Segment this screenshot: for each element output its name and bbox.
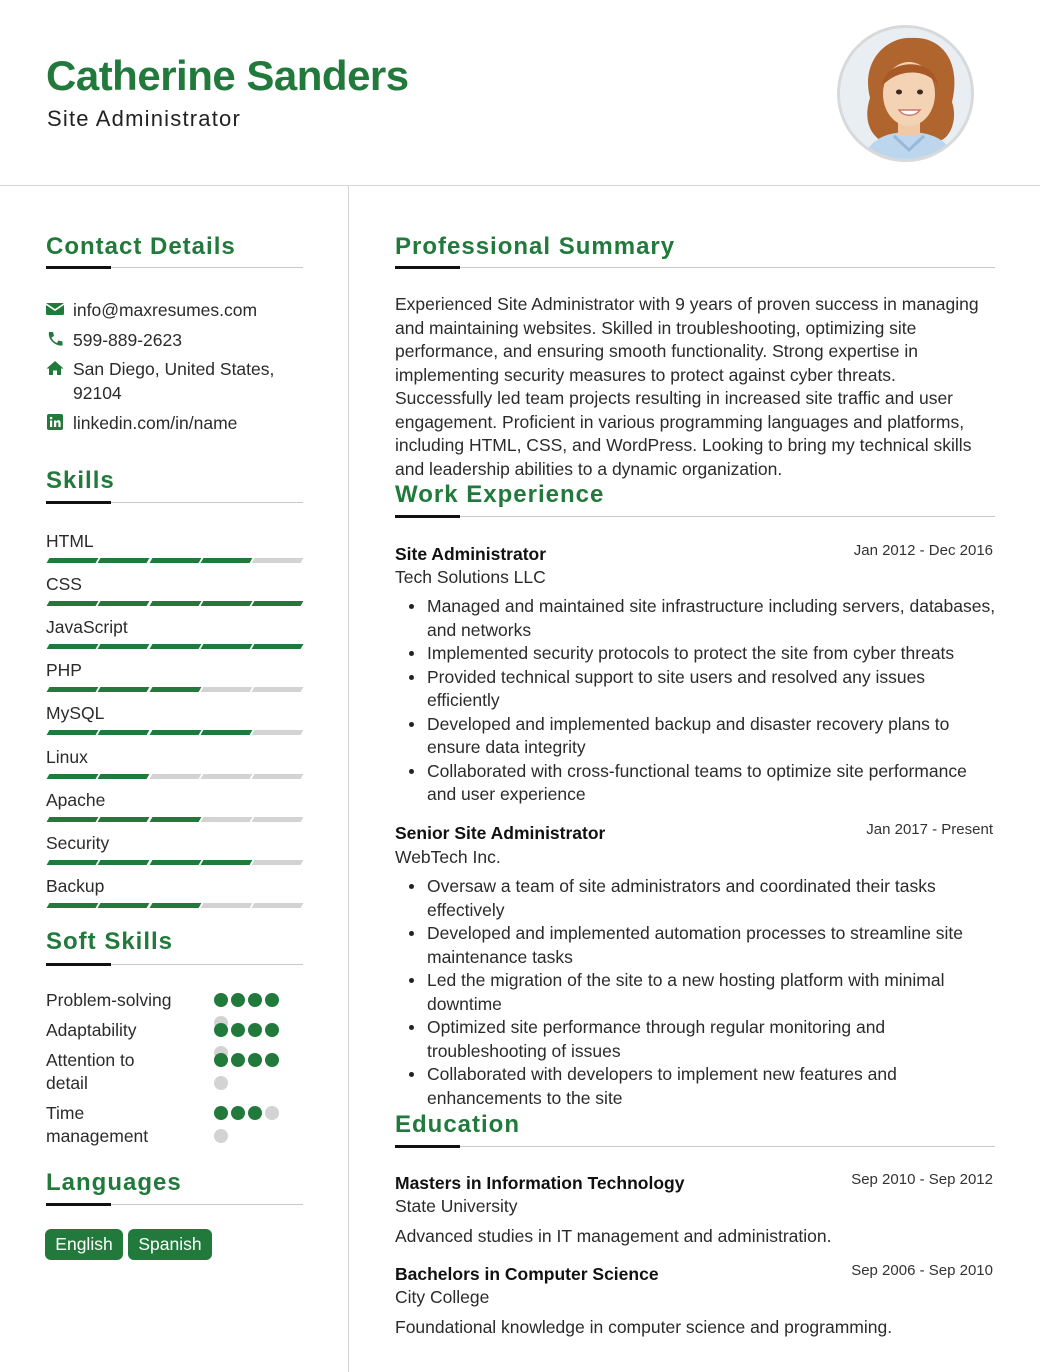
skill-label: Apache [46, 789, 106, 810]
skill-level-segment-filled [47, 774, 99, 779]
skill-level-segment-filled [98, 687, 150, 692]
soft-skill-label: Time [46, 1103, 85, 1123]
skill-level-segment-filled [149, 644, 201, 649]
contact-phone-text: 599-889-2623 [73, 330, 182, 350]
contact-heading-rule [46, 267, 303, 268]
job-2-bullet: Collaborated with developers to implement new features and enhancements to the site [427, 1063, 997, 1110]
soft-skill-row [46, 1019, 136, 1042]
rating-dot-filled [248, 993, 262, 1007]
edu-1-dates: Sep 2010 - Sep 2012 [851, 1171, 993, 1188]
skill-label: HTML [46, 531, 94, 551]
job-2-company: WebTech Inc. [395, 847, 501, 867]
job-1-title: Site Administrator [395, 544, 547, 564]
rating-dot-filled [231, 993, 245, 1007]
skill-row [46, 875, 302, 897]
skill-level-segment-filled [98, 558, 150, 563]
rating-dot-filled [231, 1023, 245, 1037]
job-1-bullet: Managed and maintained site infrastructure including servers, databases, and networks [427, 595, 997, 642]
skill-level-segment-empty [149, 774, 201, 779]
skill-level-segment-empty [200, 817, 252, 822]
skill-level-segment-filled [47, 644, 99, 649]
soft-skill-label: Adaptability [46, 1020, 137, 1040]
job-1-bullet: Developed and implemented backup and disaster recovery plans to ensure data integrity [427, 713, 997, 760]
skill-level-bar [46, 860, 302, 866]
rating-dot-filled [231, 1106, 245, 1120]
rating-dot-empty [265, 1106, 279, 1120]
contact-heading: Contact Details [46, 233, 236, 260]
edu-2-school: City College [395, 1287, 490, 1307]
skill-level-segment-empty [252, 730, 304, 735]
edu-2-dates: Sep 2006 - Sep 2010 [851, 1262, 993, 1279]
skill-label: MySQL [46, 703, 105, 724]
skill-level-segment-filled [98, 774, 150, 779]
skill-level-segment-filled [47, 730, 99, 735]
education-heading-rule [395, 1146, 995, 1147]
skill-label: PHP [46, 660, 82, 681]
skill-label: JavaScript [46, 617, 128, 638]
languages-heading: Languages [46, 1169, 182, 1196]
job-1-bullet: Collaborated with cross-functional teams to optimize site performance and user experience [427, 760, 997, 807]
rating-dot-filled [265, 993, 279, 1007]
rating-dot-filled [248, 1106, 262, 1120]
experience-heading-rule [395, 516, 995, 517]
skill-level-segment-filled [47, 601, 99, 606]
skill-label: Linux [46, 746, 88, 767]
skill-level-bar [46, 774, 302, 780]
job-2-bullet: Oversaw a team of site administrators and coordinated their tasks effectively [427, 875, 997, 922]
skill-row [46, 832, 302, 854]
soft-skill-row [46, 989, 171, 1012]
skill-level-segment-filled [200, 730, 252, 735]
skill-row [46, 659, 302, 681]
skill-level-segment-empty [200, 903, 252, 908]
candidate-role: Site Administrator [47, 106, 242, 131]
skill-level-segment-filled [149, 687, 201, 692]
skill-level-segment-filled [98, 903, 150, 908]
skill-level-segment-filled [149, 730, 201, 735]
rating-dot-empty [214, 1076, 228, 1090]
soft-skill-row [46, 1102, 148, 1148]
job-1-bullet: Provided technical support to site users and resolved any issues efficiently [427, 666, 997, 713]
rating-dot-filled [214, 1106, 228, 1120]
skill-level-segment-filled [149, 817, 201, 822]
edu-1-degree: Masters in Information Technology [395, 1173, 685, 1193]
skill-level-segment-filled [47, 687, 99, 692]
soft-skill-rating [214, 1106, 294, 1146]
skill-level-segment-filled [200, 860, 252, 865]
edu-2-description: Foundational knowledge in computer science and programming. [395, 1317, 893, 1337]
rating-dot-filled [265, 1023, 279, 1037]
skill-level-bar [46, 601, 302, 607]
rating-dot-empty [214, 1129, 228, 1143]
soft-skills-heading-rule [46, 964, 303, 965]
skill-level-segment-filled [47, 903, 99, 908]
soft-skill-row [46, 1049, 135, 1095]
skill-label: CSS [46, 574, 82, 595]
job-1-bullets [427, 595, 997, 807]
skill-level-segment-filled [149, 558, 201, 563]
rating-dot-filled [214, 993, 228, 1007]
linkedin-icon [46, 414, 64, 430]
skill-level-segment-filled [200, 558, 252, 563]
skill-level-segment-filled [47, 817, 99, 822]
summary-heading-rule [395, 267, 995, 268]
contact-address-line1: San Diego, United States, [73, 359, 275, 379]
skill-level-segment-filled [149, 601, 201, 606]
edu-1-description: Advanced studies in IT management and administration. [395, 1226, 832, 1246]
skill-level-segment-empty [252, 774, 304, 779]
column-divider [348, 186, 349, 1372]
soft-skill-label-continued: detail [46, 1073, 88, 1093]
job-2-title: Senior Site Administrator [395, 823, 606, 843]
home-icon [46, 360, 64, 376]
rating-dot-filled [248, 1023, 262, 1037]
rating-dot-filled [248, 1053, 262, 1067]
skill-level-segment-filled [149, 903, 201, 908]
skill-label: Backup [46, 875, 105, 896]
skill-level-segment-filled [47, 860, 99, 865]
skills-heading: Skills [46, 467, 115, 494]
skill-level-segment-filled [252, 601, 304, 606]
edu-2-degree: Bachelors in Computer Science [395, 1264, 659, 1284]
skill-level-bar [46, 903, 302, 909]
profile-photo [837, 25, 974, 162]
contact-address-line2: 92104 [73, 383, 122, 403]
skill-level-segment-filled [149, 860, 201, 865]
skill-level-segment-filled [200, 644, 252, 649]
skill-row [46, 616, 302, 638]
skill-level-segment-filled [47, 558, 99, 563]
soft-skill-label-continued: management [46, 1126, 149, 1146]
summary-text: Experienced Site Administrator with 9 years of proven success in managing and maintaining websites. Skilled in troubleshooting, optimizing site performance, and ensuring smooth functionality. Strong expertise in implementing security measures to protect against cyber threats. Successfully led team projects resulting in increased site traffic and user engagement. Proficient in various programming languages and platforms, including HTML, CSS, and WordPress. Looking to bring my technical skills and leadership abilities to a dynamic organization. [395, 294, 979, 479]
rating-dot-filled [231, 1053, 245, 1067]
skill-level-segment-empty [252, 817, 304, 822]
job-2-bullet: Developed and implemented automation processes to streamline site maintenance tasks [427, 922, 997, 969]
edu-1-school: State University [395, 1196, 518, 1216]
skill-row [46, 746, 302, 768]
skill-level-segment-filled [252, 644, 304, 649]
job-1-company: Tech Solutions LLC [395, 567, 546, 587]
education-heading: Education [395, 1111, 521, 1138]
job-2-dates: Jan 2017 - Present [866, 821, 993, 838]
skill-level-bar [46, 730, 302, 736]
rating-dot-filled [265, 1053, 279, 1067]
resume-header [0, 0, 1040, 186]
experience-heading: Work Experience [395, 481, 605, 508]
skill-level-segment-empty [252, 687, 304, 692]
skill-level-bar [46, 817, 302, 823]
skill-level-segment-filled [98, 644, 150, 649]
contact-linkedin-text: linkedin.com/in/name [73, 413, 238, 433]
soft-skill-rating [214, 1053, 294, 1093]
skill-level-bar [46, 687, 302, 693]
job-1-dates: Jan 2012 - Dec 2016 [853, 542, 993, 559]
rating-dot-filled [214, 1023, 228, 1037]
languages-heading-rule [46, 1204, 303, 1205]
contact-email-text: info@maxresumes.com [73, 300, 258, 320]
profile-photo-illustration [840, 28, 974, 162]
language-badge-english: English [45, 1229, 123, 1260]
job-2-bullet: Led the migration of the site to a new hosting platform with minimal downtime [427, 969, 997, 1016]
skill-level-segment-empty [252, 860, 304, 865]
candidate-name: Catherine Sanders [46, 52, 409, 99]
rating-dot-filled [214, 1053, 228, 1067]
skills-heading-rule [46, 502, 303, 503]
skill-level-segment-filled [98, 860, 150, 865]
skill-level-segment-empty [200, 774, 252, 779]
language-badge-spanish: Spanish [128, 1229, 212, 1260]
skill-row [46, 530, 302, 552]
skill-level-segment-filled [200, 601, 252, 606]
job-2-bullet: Optimized site performance through regular monitoring and troubleshooting of issues [427, 1016, 997, 1063]
soft-skill-label: Problem-solving [46, 990, 172, 1010]
job-1-bullet: Implemented security protocols to protect the site from cyber threats [427, 642, 997, 666]
summary-heading: Professional Summary [395, 233, 676, 260]
soft-skills-heading: Soft Skills [46, 928, 174, 955]
skill-level-segment-filled [98, 601, 150, 606]
skill-row [46, 789, 302, 811]
skill-level-segment-filled [98, 817, 150, 822]
skill-row [46, 702, 302, 724]
skill-row [46, 573, 302, 595]
skill-level-segment-filled [98, 730, 150, 735]
skill-level-segment-empty [252, 558, 304, 563]
skill-level-bar [46, 558, 302, 564]
job-2-bullets [427, 875, 997, 1110]
phone-icon [46, 331, 64, 347]
envelope-icon [46, 301, 64, 317]
skill-level-segment-empty [252, 903, 304, 908]
soft-skill-label: Attention to [46, 1050, 135, 1070]
skill-label: Security [46, 832, 110, 853]
skill-level-bar [46, 644, 302, 650]
skill-level-segment-empty [200, 687, 252, 692]
